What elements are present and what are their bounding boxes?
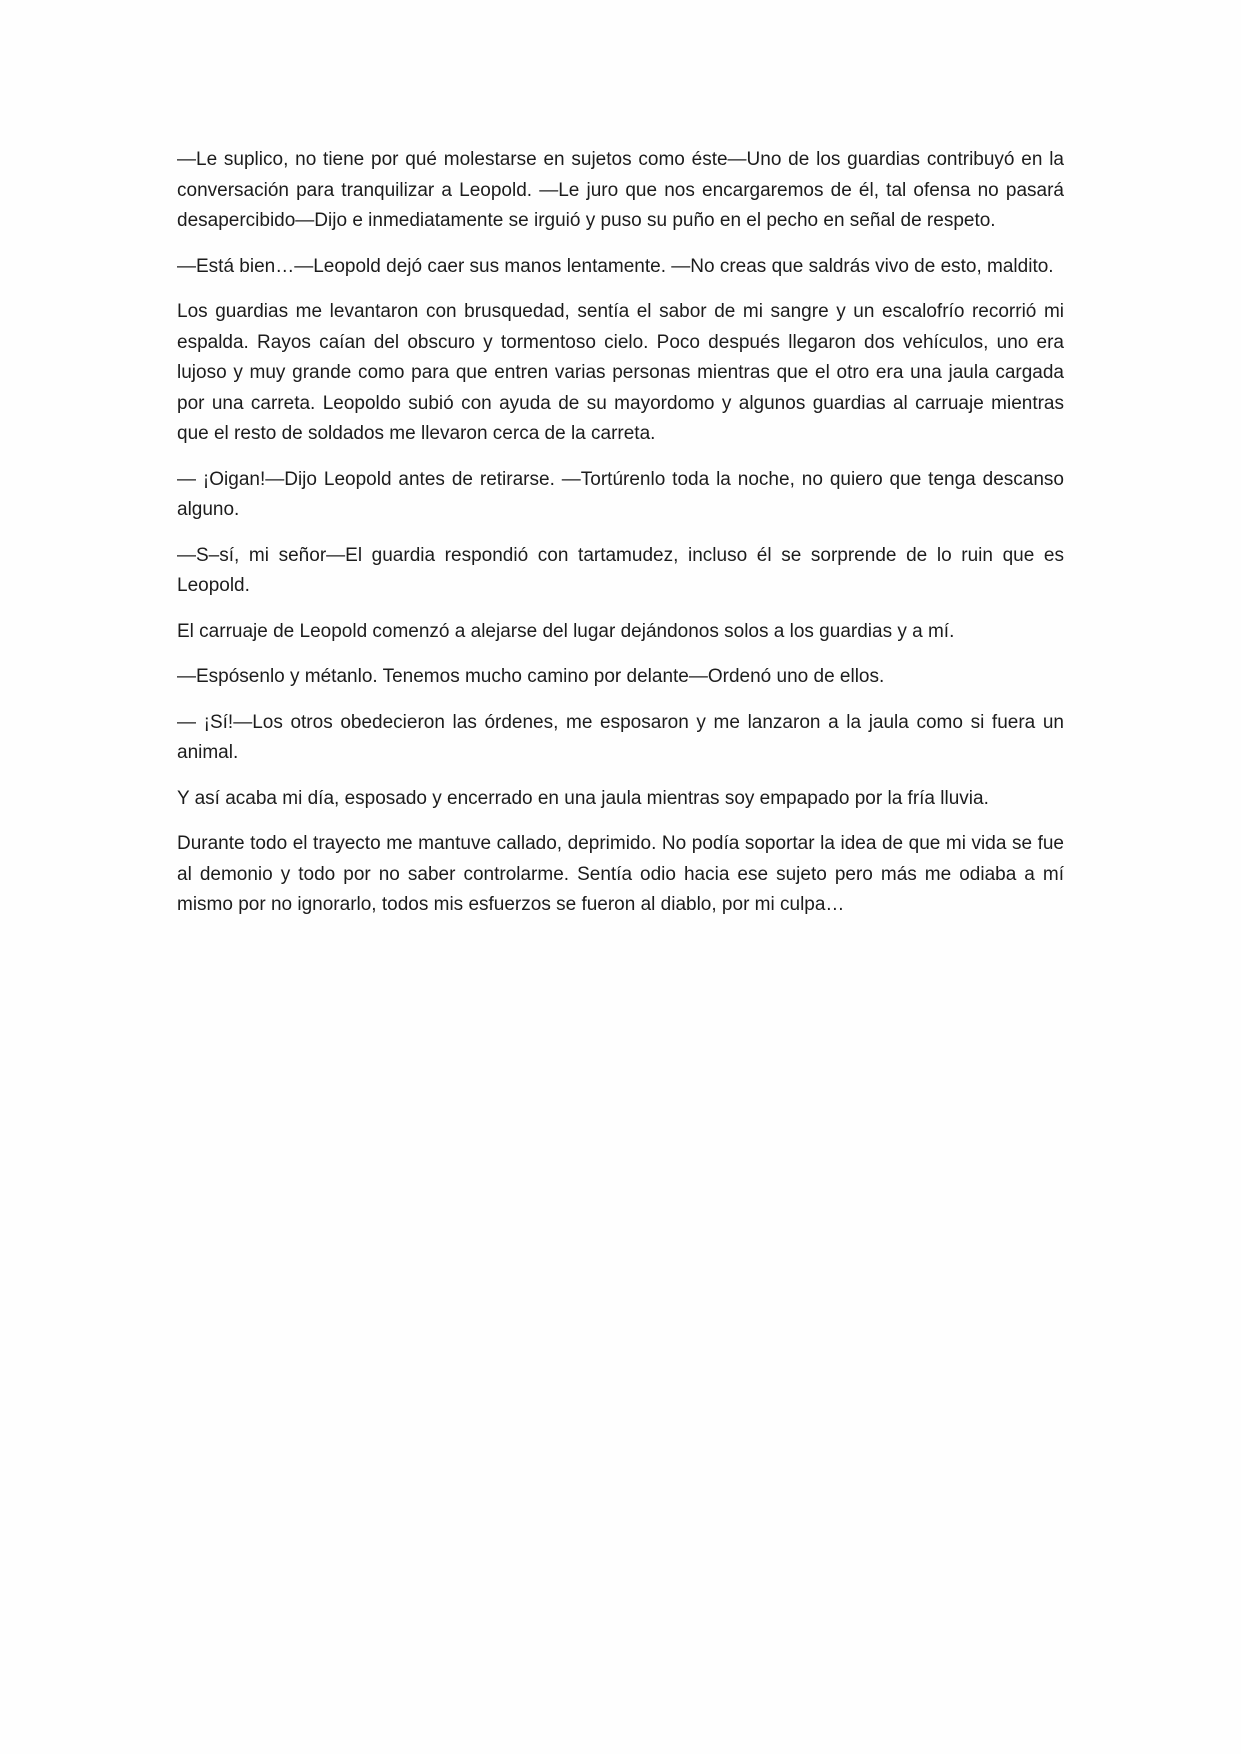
paragraph-4: — ¡Oigan!—Dijo Leopold antes de retirarse. —Tortúrenlo toda la noche, no quiero que tenga descanso alguno. [177, 468, 1064, 520]
paragraph-7: —Espósenlo y métanlo. Tenemos mucho camino por delante—Ordenó uno de ellos. [177, 666, 885, 687]
paragraph-2: —Está bien…—Leopold dejó caer sus manos lentamente. —No creas que saldrás vivo de esto, maldito. [177, 255, 1054, 277]
paragraph-10: Durante todo el trayecto me mantuve callado, deprimido. No podía soportar la idea de que mi vida se fue al demonio y todo por no saber controlarme. Sentía odio hacia ese sujeto pero más me odiaba a mí mismo por no ignorarlo, todos mis esfuerzos se fueron al diablo, por mi culpa… [177, 833, 1064, 915]
paragraph-8: — ¡Sí!—Los otros obedecieron las órdenes, me esposaron y me lanzaron a la jaula como si fuera un animal. [177, 711, 1064, 763]
paragraph-1: —Le suplico, no tiene por qué molestarse en sujetos como éste—Uno de los guardias contribuyó en la conversación para tranquilizar a Leopold. —Le juro que nos encargaremos de él, tal ofensa no pasará desapercibido—Dijo e inmediatamente se irguió y puso su puño en el pecho en señal de respeto. [177, 149, 1064, 231]
paragraph-6: El carruaje de Leopold comenzó a alejarse del lugar dejándonos solos a los guardias y a mí. [177, 620, 955, 642]
text-body [177, 145, 1064, 936]
paragraph-9: Y así acaba mi día, esposado y encerrado en una jaula mientras soy empapado por la fría lluvia. [177, 787, 989, 809]
paragraph-3: Los guardias me levantaron con brusquedad, sentía el sabor de mi sangre y un escalofrío recorrió mi espalda. Rayos caían del obscuro y tormentoso cielo. Poco después llegaron dos vehículos, uno era lujoso y muy grande como para que entren varias personas mientras que el otro era una jaula cargada por una carreta. Leopoldo subió con ayuda de su mayordomo y algunos guardias al carruaje mientras que el resto de soldados me llevaron cerca de la carreta. [177, 301, 1064, 444]
paragraph-5: —S–sí, mi señor—El guardia respondió con tartamudez, incluso él se sorprende de lo ruin que es Leopold. [177, 544, 1064, 596]
